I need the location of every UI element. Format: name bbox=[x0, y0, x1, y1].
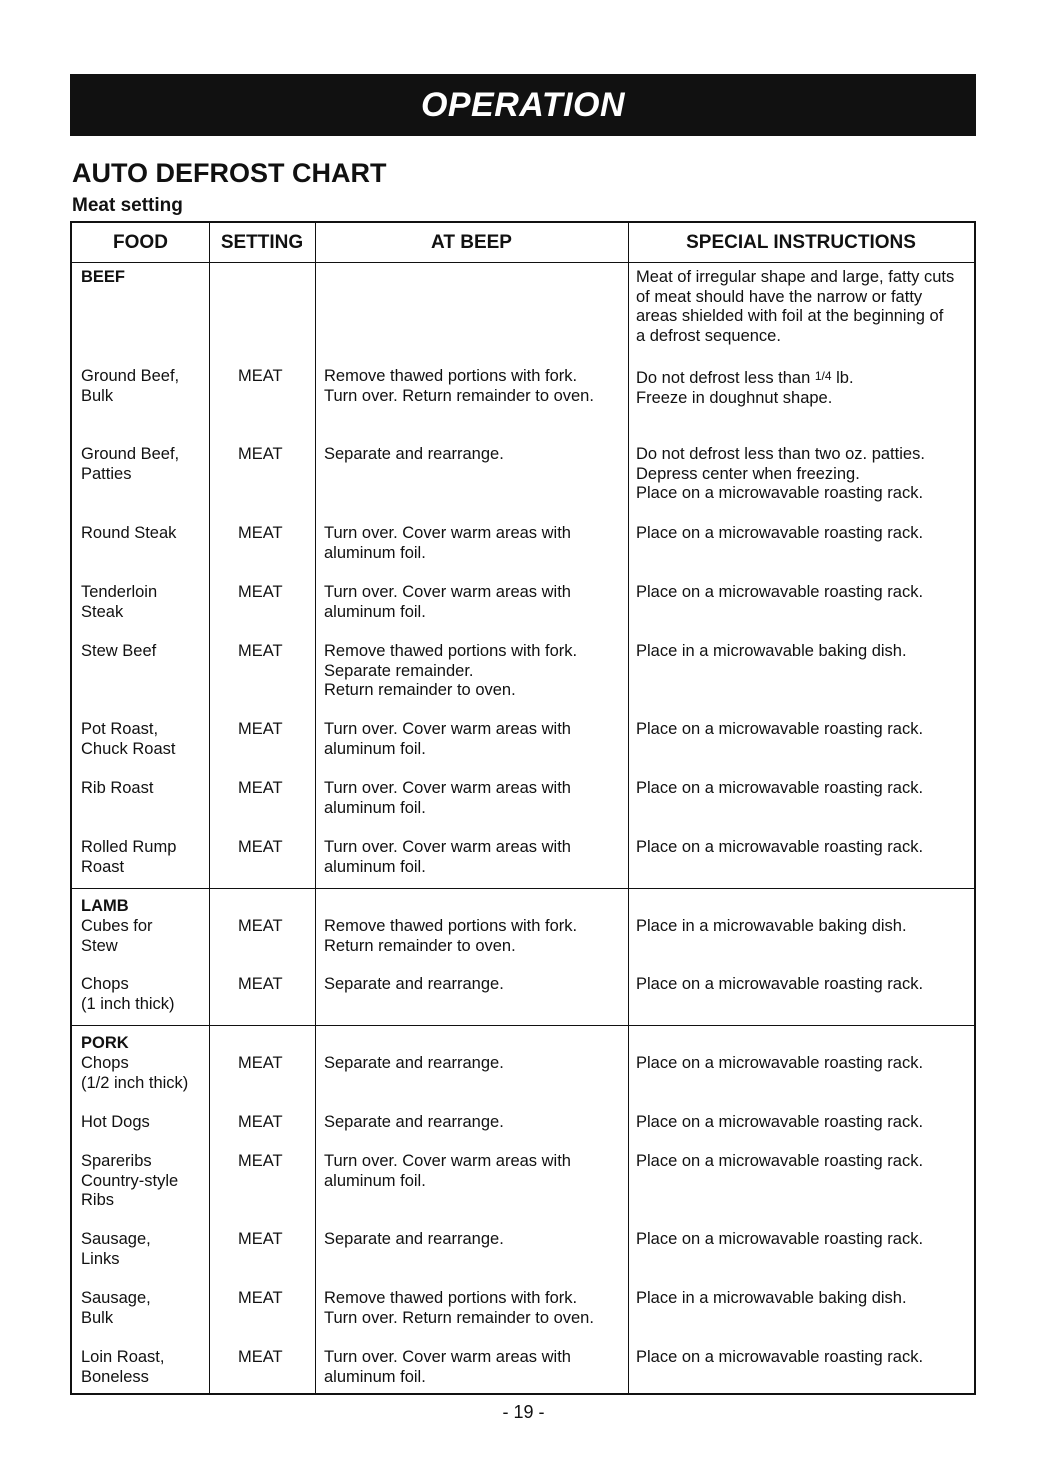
instructions-cell: Place on a microwavable roasting rack. bbox=[636, 838, 924, 856]
food-cell: Tenderloin Steak bbox=[81, 583, 158, 621]
setting-cell: MEAT bbox=[238, 838, 283, 856]
food-cell: Sausage, Links bbox=[81, 1230, 151, 1268]
food-cell: Round Steak bbox=[81, 524, 177, 542]
at-beep-cell: Remove thawed portions with fork. Turn over. Return remainder to oven. bbox=[324, 1289, 594, 1327]
instructions-cell: Place in a microwavable baking dish. bbox=[636, 1289, 907, 1307]
food-cell: Ground Beef, Bulk bbox=[81, 367, 180, 405]
at-beep-cell: Turn over. Cover warm areas with aluminum foil. bbox=[324, 838, 571, 876]
column-divider bbox=[628, 223, 629, 1393]
section-divider bbox=[72, 888, 974, 889]
column-header-food: FOOD bbox=[113, 232, 168, 253]
section-label-beef: BEEF bbox=[81, 268, 126, 286]
at-beep-cell: Separate and rearrange. bbox=[324, 1113, 504, 1131]
setting-cell: MEAT bbox=[238, 1289, 283, 1307]
food-cell: Loin Roast, Boneless bbox=[81, 1348, 165, 1386]
instructions-cell: Place on a microwavable roasting rack. bbox=[636, 1113, 924, 1131]
setting-cell: MEAT bbox=[238, 975, 283, 993]
fraction: 1/4 bbox=[814, 369, 832, 383]
banner-title: OPERATION bbox=[420, 85, 626, 124]
food-cell: Hot Dogs bbox=[81, 1113, 150, 1131]
setting-cell: MEAT bbox=[238, 917, 283, 935]
instructions-cell: Place on a microwavable roasting rack. bbox=[636, 779, 924, 797]
at-beep-cell: Remove thawed portions with fork. Separate remainder. Return remainder to oven. bbox=[324, 642, 578, 700]
instructions-cell: Do not defrost less than two oz. patties. Depress center when freezing. Place on a microwavable roasting rack. bbox=[636, 445, 925, 503]
at-beep-cell: Separate and rearrange. bbox=[324, 1054, 504, 1072]
setting-cell: MEAT bbox=[238, 1230, 283, 1248]
instructions-cell: Place on a microwavable roasting rack. bbox=[636, 975, 924, 993]
instructions-cell: Place on a microwavable roasting rack. bbox=[636, 583, 924, 601]
food-cell: Spareribs Country-style Ribs bbox=[81, 1152, 179, 1210]
at-beep-cell: Turn over. Cover warm areas with aluminum foil. bbox=[324, 720, 571, 758]
section-divider bbox=[72, 1025, 974, 1026]
instructions-cell: Place on a microwavable roasting rack. bbox=[636, 1230, 924, 1248]
instructions-cell: Place in a microwavable baking dish. bbox=[636, 642, 907, 660]
operation-banner bbox=[70, 74, 976, 136]
at-beep-cell: Separate and rearrange. bbox=[324, 975, 504, 993]
section-label-pork: PORK bbox=[81, 1034, 129, 1052]
food-cell: Sausage, Bulk bbox=[81, 1289, 151, 1327]
food-cell: Chops (1/2 inch thick) bbox=[81, 1054, 189, 1092]
at-beep-cell: Turn over. Cover warm areas with aluminum foil. bbox=[324, 779, 571, 817]
column-header-special-instructions: SPECIAL INSTRUCTIONS bbox=[686, 232, 916, 253]
setting-cell: MEAT bbox=[238, 1152, 283, 1170]
at-beep-cell: Separate and rearrange. bbox=[324, 445, 504, 463]
defrost-table bbox=[70, 221, 976, 1395]
setting-cell: MEAT bbox=[238, 583, 283, 601]
page-number: - 19 - bbox=[502, 1402, 545, 1422]
instructions-cell: Place on a microwavable roasting rack. bbox=[636, 524, 924, 542]
setting-cell: MEAT bbox=[238, 445, 283, 463]
column-divider bbox=[209, 223, 210, 1393]
food-cell: Cubes for Stew bbox=[81, 917, 153, 955]
column-divider bbox=[315, 223, 316, 1393]
at-beep-cell: Separate and rearrange. bbox=[324, 1230, 504, 1248]
instructions-cell: Place on a microwavable roasting rack. bbox=[636, 1348, 924, 1366]
at-beep-cell: Turn over. Cover warm areas with aluminum foil. bbox=[324, 524, 571, 562]
food-cell: Ground Beef, Patties bbox=[81, 445, 180, 483]
food-cell: Chops (1 inch thick) bbox=[81, 975, 175, 1013]
column-header-at-beep: AT BEEP bbox=[431, 232, 512, 253]
at-beep-cell: Remove thawed portions with fork. Turn over. Return remainder to oven. bbox=[324, 367, 594, 405]
at-beep-cell: Turn over. Cover warm areas with aluminum foil. bbox=[324, 1348, 571, 1386]
instructions-cell: Place on a microwavable roasting rack. bbox=[636, 720, 924, 738]
setting-cell: MEAT bbox=[238, 1054, 283, 1072]
instructions-cell: Place on a microwavable roasting rack. bbox=[636, 1054, 924, 1072]
at-beep-cell: Turn over. Cover warm areas with aluminum foil. bbox=[324, 583, 571, 621]
chart-title: AUTO DEFROST CHART bbox=[72, 158, 387, 188]
food-cell: Rolled Rump Roast bbox=[81, 838, 177, 876]
instructions-cell: Place on a microwavable roasting rack. bbox=[636, 1152, 924, 1170]
setting-cell: MEAT bbox=[238, 1348, 283, 1366]
food-cell: Stew Beef bbox=[81, 642, 157, 660]
at-beep-cell: Turn over. Cover warm areas with aluminum foil. bbox=[324, 1152, 571, 1190]
setting-cell: MEAT bbox=[238, 720, 283, 738]
at-beep-cell: Remove thawed portions with fork. Return remainder to oven. bbox=[324, 917, 578, 955]
instructions-cell: Do not defrost less than 1/4 lb. Freeze in doughnut shape. bbox=[636, 369, 854, 407]
food-cell: Pot Roast, Chuck Roast bbox=[81, 720, 176, 758]
section-label-lamb: LAMB bbox=[81, 897, 129, 915]
food-cell: Rib Roast bbox=[81, 779, 154, 797]
column-header-setting: SETTING bbox=[220, 232, 304, 253]
setting-cell: MEAT bbox=[238, 1113, 283, 1131]
instructions-cell: Place in a microwavable baking dish. bbox=[636, 917, 907, 935]
setting-cell: MEAT bbox=[238, 642, 283, 660]
beef-intro-note: Meat of irregular shape and large, fatty cuts of meat should have the narrow or fatty areas shielded with foil at the beginning of a defrost sequence. bbox=[636, 268, 955, 345]
setting-cell: MEAT bbox=[238, 524, 283, 542]
setting-cell: MEAT bbox=[238, 779, 283, 797]
setting-cell: MEAT bbox=[238, 367, 283, 385]
chart-subtitle: Meat setting bbox=[72, 195, 183, 216]
